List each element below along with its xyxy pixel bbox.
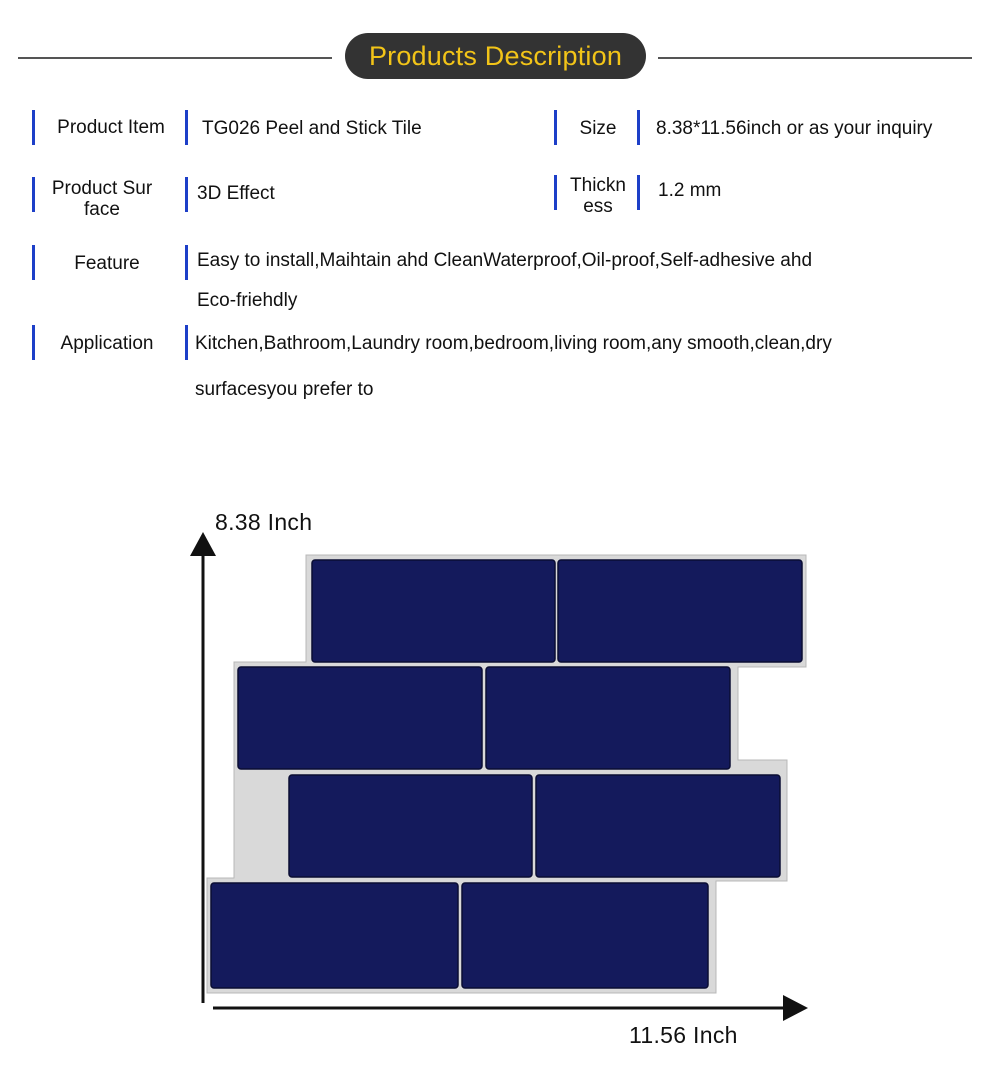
- subway-tile: [536, 775, 780, 877]
- subway-tile: [486, 667, 730, 769]
- subway-tile: [289, 775, 532, 877]
- subway-tile: [558, 560, 802, 662]
- product-surface-label-line-1: Product Sur: [51, 178, 153, 199]
- application-value-line-2: surfacesyou prefer to: [195, 379, 374, 400]
- thickness-value: 1.2 mm: [658, 180, 722, 201]
- subway-tile: [462, 883, 708, 988]
- feature-label: Feature: [74, 253, 140, 274]
- height-dimension-label: 8.38 Inch: [215, 509, 313, 535]
- section-title: Products Description: [345, 33, 646, 79]
- feature-value-line-2: Eco-friehdly: [197, 290, 298, 311]
- product-item-label: Product Item: [57, 117, 165, 138]
- product-item-value: TG026 Peel and Stick Tile: [202, 118, 422, 139]
- subway-tile: [211, 883, 458, 988]
- feature-value-line-1: Easy to install,Maihtain ahd CleanWaterproof,Oil-proof,Self-adhesive ahd: [197, 250, 813, 271]
- subway-tile: [312, 560, 555, 662]
- application-label: Application: [60, 333, 154, 354]
- width-arrowhead: [783, 995, 808, 1021]
- subway-tile: [238, 667, 482, 769]
- product-surface-label-line-2: face: [84, 199, 120, 220]
- width-dimension-label: 11.56 Inch: [629, 1022, 738, 1048]
- product-surface-value: 3D Effect: [197, 183, 275, 204]
- application-value-line-1: Kitchen,Bathroom,Laundry room,bedroom,living room,any smooth,clean,dry: [195, 333, 832, 354]
- size-label: Size: [579, 118, 617, 139]
- height-arrowhead: [190, 532, 216, 556]
- thickness-label-line-2: ess: [583, 196, 613, 217]
- thickness-label-line-1: Thickn: [570, 175, 626, 196]
- size-value: 8.38*11.56inch or as your inquiry: [656, 118, 933, 139]
